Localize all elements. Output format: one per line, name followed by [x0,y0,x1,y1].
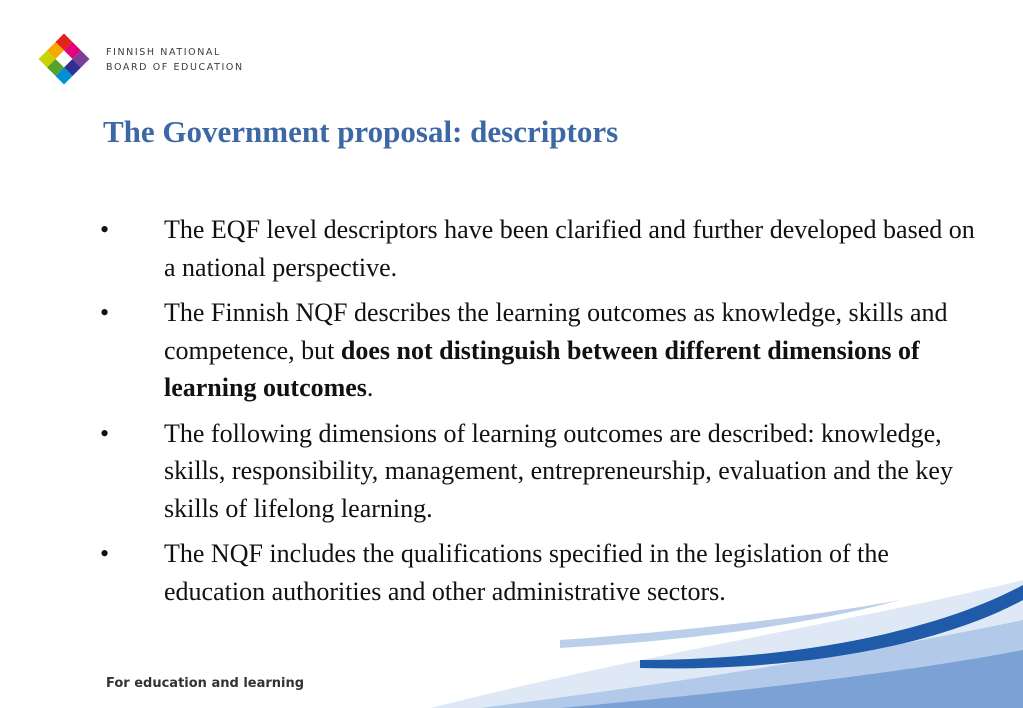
footer-tagline: For education and learning [106,676,305,691]
organization-name-line-1: FINNISH NATIONAL [106,47,221,58]
bullet-text-part: The NQF includes the qualifications specified in the legislation of the education authorities and other administrative sectors. [164,539,889,606]
slide-title: The Government proposal: descriptors [103,114,619,149]
bullet-text-part: The EQF level descriptors have been clarified and further developed based on a national perspective. [164,215,975,282]
organization-name-line-2: BOARD OF EDUCATION [106,62,244,73]
bullet-dot: • [100,539,110,568]
bullet-text-bold: does not distinguish between different dimensions of learning outcomes [164,335,920,402]
bullet-dot: • [100,418,110,448]
bullet-text-part: The following dimensions of learning outcomes are described: knowledge, skills, responsibility, management, entrepreneurship, evaluation and the key skills of lifelong learning. [164,418,953,523]
bullet-dot: • [100,215,110,244]
bullet-text-part: . [366,373,374,402]
bullet-dot: • [100,298,110,327]
bullet-text-part: The Finnish NQF describes the learning outcomes as knowledge, skills and competence, but [164,298,948,365]
